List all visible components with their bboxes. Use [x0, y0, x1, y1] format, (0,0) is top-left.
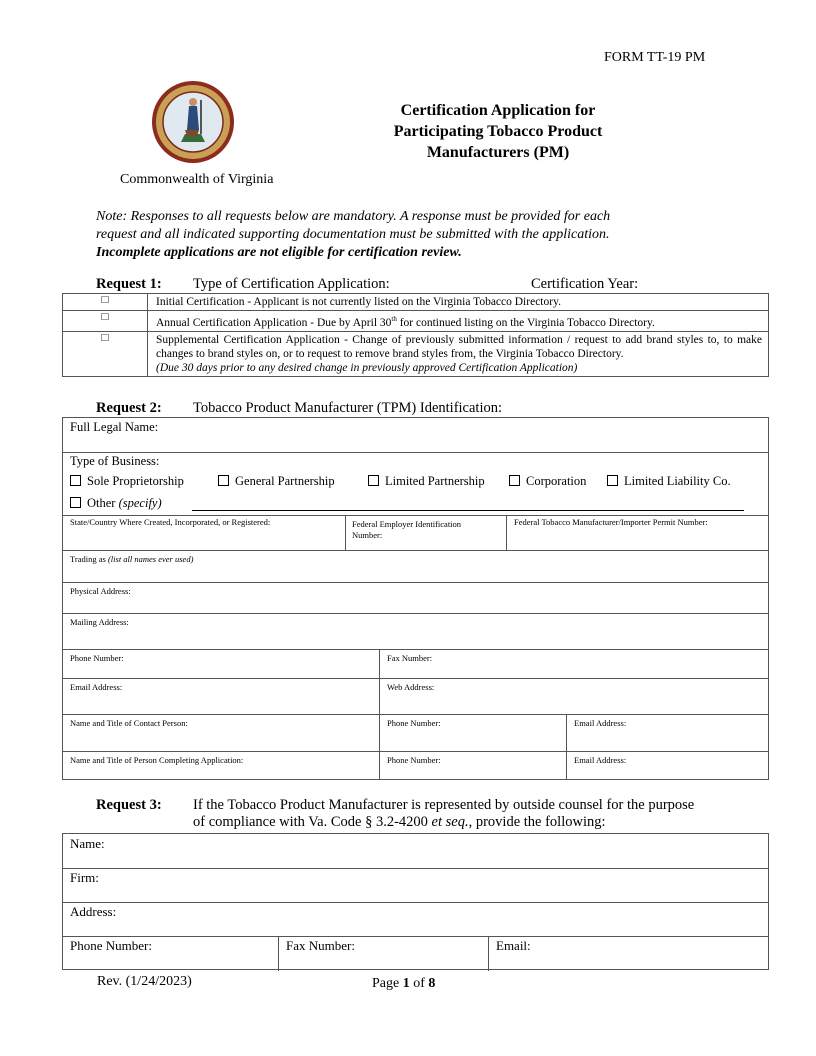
general-partnership-option[interactable]: General Partnership — [218, 474, 335, 489]
mandatory-note: Note: Responses to all requests below are mandatory. A response must be provided for each request and all indicated supporting documentation must be submitted with the application. Incomplete applications are not eligible for certification review. — [96, 209, 611, 260]
revision-date: Rev. (1/24/2023) — [97, 974, 192, 989]
checkbox-icon[interactable] — [218, 475, 229, 486]
contact-person-field[interactable]: Name and Title of Contact Person: — [70, 718, 188, 728]
state-country-field[interactable]: State/Country Where Created, Incorporated, or Registered: — [70, 517, 271, 527]
initial-option: Initial Certification - Applicant is not currently listed on the Virginia Tobacco Directory. — [148, 294, 769, 311]
firm-row — [63, 868, 768, 902]
completing-phone-field[interactable]: Phone Number: — [387, 755, 441, 765]
fax-field[interactable]: Fax Number: — [387, 653, 433, 663]
counsel-phone-field[interactable]: Phone Number: — [70, 938, 152, 953]
registration-row — [63, 515, 768, 550]
completing-person-row — [63, 751, 768, 780]
phone-fax-row — [63, 649, 768, 678]
sole-proprietorship-option[interactable]: Sole Proprietorship — [70, 474, 184, 489]
page-title: Certification Application for Participating Tobacco Product Manufacturers (PM) — [393, 102, 603, 161]
checkbox-icon[interactable] — [509, 475, 520, 486]
counsel-address-field[interactable]: Address: — [70, 904, 117, 919]
contact-person-row — [63, 714, 768, 751]
mailing-address-row — [63, 613, 768, 649]
completing-person-field[interactable]: Name and Title of Person Completing Application: — [70, 755, 244, 765]
agency-name: Commonwealth of Virginia — [120, 172, 274, 187]
checkbox-icon[interactable] — [70, 497, 81, 508]
checkbox-icon[interactable] — [607, 475, 618, 486]
mailing-address-field[interactable]: Mailing Address: — [70, 617, 129, 627]
full-legal-name-field[interactable]: Full Legal Name: — [70, 420, 159, 434]
phone-field[interactable]: Phone Number: — [70, 653, 124, 663]
request2-heading: Tobacco Product Manufacturer (TPM) Identification: — [193, 400, 503, 416]
llc-option[interactable]: Limited Liability Co. — [607, 474, 731, 489]
web-address-field[interactable]: Web Address: — [387, 682, 435, 692]
certification-type-table — [62, 293, 769, 377]
initial-checkbox[interactable]: □ — [63, 294, 148, 311]
permit-number-field[interactable]: Federal Tobacco Manufacturer/Importer Permit Number: — [514, 517, 708, 527]
contact-email-field[interactable]: Email Address: — [574, 718, 627, 728]
checkbox-icon[interactable] — [70, 475, 81, 486]
annual-option: Annual Certification Application - Due by April 30th for continued listing on the Virginia Tobacco Directory. — [148, 311, 769, 332]
physical-address-field[interactable]: Physical Address: — [70, 586, 131, 596]
request1-year-label: Certification Year: — [531, 276, 639, 292]
corporation-option[interactable]: Corporation — [509, 474, 586, 489]
other-option[interactable]: Other (specify) — [70, 496, 162, 511]
page-number: Page 1 of 8 — [372, 976, 436, 991]
contact-row — [63, 936, 768, 970]
supplemental-note: (Due 30 days prior to any desired change in previously approved Certification Application) — [156, 361, 578, 374]
email-web-row — [63, 678, 768, 714]
counsel-firm-field[interactable]: Firm: — [70, 870, 99, 885]
tpm-identification-form — [62, 417, 769, 780]
counsel-fax-field[interactable]: Fax Number: — [286, 938, 355, 953]
limited-partnership-option[interactable]: Limited Partnership — [368, 474, 485, 489]
contact-phone-field[interactable]: Phone Number: — [387, 718, 441, 728]
other-specify-line[interactable] — [192, 510, 744, 511]
counsel-email-field[interactable]: Email: — [496, 938, 531, 953]
type-of-business-label: Type of Business: — [70, 454, 160, 468]
supplemental-checkbox[interactable]: □ — [63, 331, 148, 376]
supplemental-option: Supplemental Certification Application - Change of previously submitted information / request to add brand styles to, to make changes to brand styles on, or to request to remove brand styles from, the Virginia Tobacco Directory. (Due 30 days prior to any desired change in previously approved Certification Application) — [148, 331, 769, 376]
email-field[interactable]: Email Address: — [70, 682, 123, 692]
completing-email-field[interactable]: Email Address: — [574, 755, 627, 765]
checkbox-icon[interactable] — [368, 475, 379, 486]
annual-checkbox[interactable]: □ — [63, 311, 148, 332]
type-of-business-row — [63, 452, 768, 515]
trading-as-row — [63, 550, 768, 582]
fein-field[interactable]: Federal Employer Identification Number: — [352, 519, 462, 540]
counsel-name-field[interactable]: Name: — [70, 836, 105, 851]
virginia-seal-icon — [151, 80, 235, 164]
request1-type-label: Type of Certification Application: — [193, 276, 390, 292]
trading-as-field[interactable]: Trading as (list all names ever used) — [70, 554, 194, 564]
request1-label: Request 1: — [96, 276, 162, 292]
physical-address-row — [63, 582, 768, 613]
outside-counsel-form — [62, 833, 769, 970]
form-id: FORM TT-19 PM — [604, 50, 706, 65]
request2-label: Request 2: — [96, 400, 162, 416]
request3-text: If the Tobacco Product Manufacturer is represented by outside counsel for the purpose of compliance with Va. Code § 3.2-4200 et seq., provide the following: — [193, 797, 695, 830]
address-row — [63, 902, 768, 936]
request3-label: Request 3: — [96, 797, 162, 813]
